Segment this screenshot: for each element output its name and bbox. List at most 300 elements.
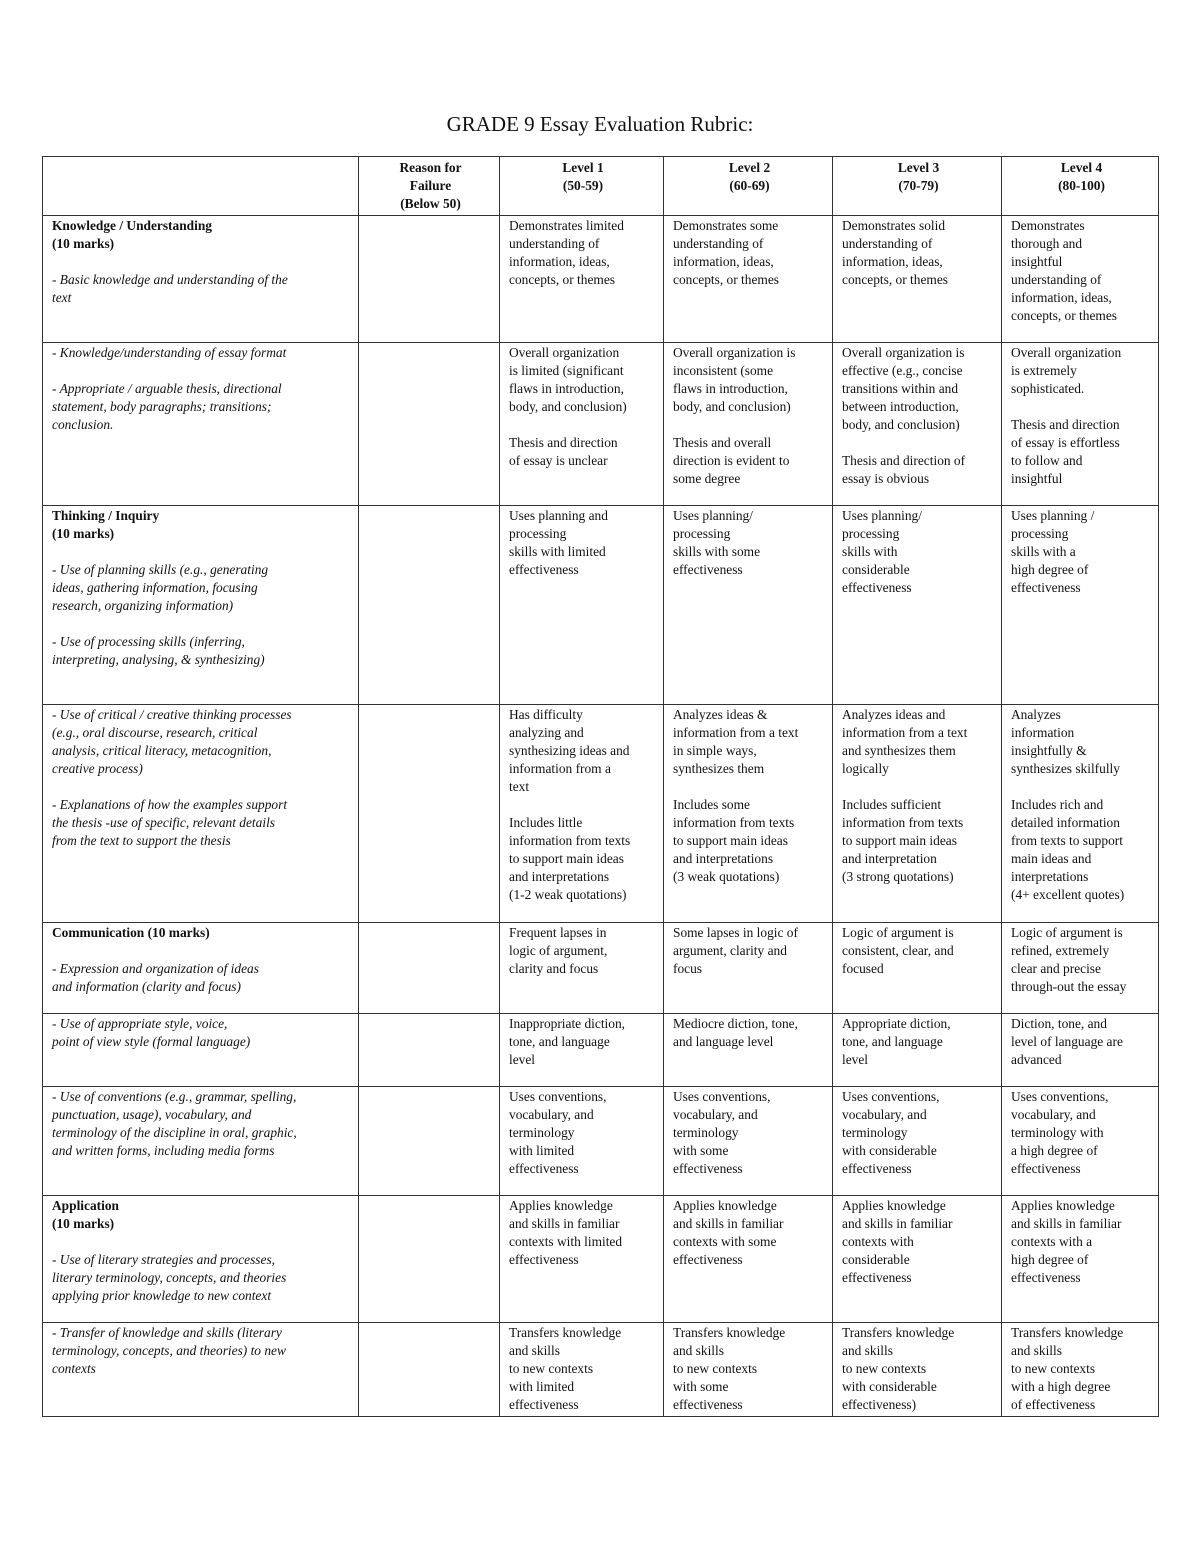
descriptor-text: Transfers knowledge (673, 1325, 786, 1340)
descriptor-text: (4+ excellent quotes) (1011, 887, 1125, 902)
criterion-text: literary terminology, concepts, and theories (52, 1270, 287, 1285)
descriptor-text: information from a text (842, 725, 968, 740)
level-1-cell (500, 1196, 664, 1323)
descriptor-text: effectiveness (842, 580, 912, 595)
descriptor-text: information, ideas, (509, 254, 610, 269)
rubric-row (43, 343, 1159, 506)
descriptor-text: information, ideas, (673, 254, 774, 269)
descriptor-text: Thesis and direction of (842, 453, 966, 468)
descriptor-text: essay is obvious (842, 471, 930, 486)
criteria-cell (43, 506, 359, 705)
descriptor-text: to new contexts (842, 1361, 927, 1376)
criterion-text: creative process) (52, 761, 143, 776)
descriptor-text: inconsistent (some (673, 363, 774, 378)
criteria-cell (43, 216, 359, 343)
descriptor-text: understanding of (1011, 272, 1102, 287)
descriptor-text: is limited (significant (509, 363, 624, 378)
descriptor-text: Has difficulty (509, 707, 583, 722)
paragraph-gap (842, 778, 995, 796)
paragraph-gap (509, 796, 657, 814)
descriptor-text: effective (e.g., concise (842, 363, 963, 378)
descriptor-text: clear and precise (1011, 961, 1101, 976)
descriptor-text: Analyzes ideas & (673, 707, 768, 722)
descriptor-text: vocabulary, and (1011, 1107, 1096, 1122)
descriptor-text: processing (842, 526, 900, 541)
descriptor-text: Uses conventions, (509, 1089, 607, 1104)
level-4-cell (1002, 343, 1159, 506)
rubric-row (43, 1087, 1159, 1196)
descriptor-text: level of language are (1011, 1034, 1123, 1049)
descriptor-text: flaws in introduction, (509, 381, 624, 396)
descriptor-text: high degree of (1011, 1252, 1089, 1267)
descriptor-text: and interpretation (842, 851, 937, 866)
rubric-row (43, 1323, 1159, 1417)
rubric-table (42, 156, 1159, 1417)
descriptor-text: to new contexts (673, 1361, 758, 1376)
descriptor-text: skills with some (673, 544, 761, 559)
criterion-text: interpreting, analysing, & synthesizing) (52, 652, 265, 667)
descriptor-text: level (842, 1052, 869, 1067)
rubric-row (43, 506, 1159, 705)
descriptor-text: Thesis and direction (1011, 417, 1120, 432)
failure-reason-cell (359, 1087, 500, 1196)
descriptor-text: from texts to support (1011, 833, 1123, 848)
descriptor-text: of essay is unclear (509, 453, 608, 468)
descriptor-text: Applies knowledge (509, 1198, 613, 1213)
descriptor-text: Includes some (673, 797, 750, 812)
descriptor-text: effectiveness (842, 1161, 912, 1176)
descriptor-text: level (509, 1052, 536, 1067)
descriptor-text: information (1011, 725, 1075, 740)
descriptor-text: effectiveness (509, 562, 579, 577)
descriptor-text: Appropriate diction, (842, 1016, 951, 1031)
descriptor-text: processing (1011, 526, 1069, 541)
level-1-cell (500, 506, 664, 705)
descriptor-text: understanding of (842, 236, 933, 251)
descriptor-text: body, and conclusion) (842, 417, 960, 432)
descriptor-text: information from texts (673, 815, 795, 830)
header-text: (60-69) (729, 178, 770, 193)
descriptor-text: and skills in familiar (1011, 1216, 1122, 1231)
level-3-cell (833, 343, 1002, 506)
descriptor-text: vocabulary, and (842, 1107, 927, 1122)
descriptor-text: with considerable (842, 1379, 937, 1394)
descriptor-text: logic of argument, (509, 943, 608, 958)
descriptor-text: vocabulary, and (673, 1107, 758, 1122)
descriptor-text: Overall organization is (842, 345, 965, 360)
category-title: Knowledge / Understanding (52, 218, 212, 233)
paragraph-gap (52, 1233, 352, 1251)
criterion-text: the thesis -use of specific, relevant details (52, 815, 275, 830)
descriptor-text: Inappropriate diction, (509, 1016, 626, 1031)
descriptor-text: skills with a (1011, 544, 1076, 559)
descriptor-text: flaws in introduction, (673, 381, 788, 396)
descriptor-text: Uses conventions, (842, 1089, 940, 1104)
level-1-cell (500, 705, 664, 923)
level-3-cell (833, 1323, 1002, 1417)
descriptor-text: analyzing and (509, 725, 584, 740)
descriptor-text: Uses planning/ (673, 508, 753, 523)
descriptor-text: insightful (1011, 254, 1063, 269)
descriptor-text: Includes sufficient (842, 797, 942, 812)
descriptor-text: to follow and (1011, 453, 1083, 468)
level-3-cell (833, 1014, 1002, 1087)
level-1-cell (500, 1323, 664, 1417)
descriptor-text: contexts with (842, 1234, 914, 1249)
descriptor-text: some degree (673, 471, 741, 486)
descriptor-text: Demonstrates solid (842, 218, 946, 233)
descriptor-text: Transfers knowledge (842, 1325, 955, 1340)
level-2-cell (664, 923, 833, 1014)
level-2-cell (664, 1323, 833, 1417)
descriptor-text: processing (673, 526, 731, 541)
criteria-cell (43, 705, 359, 923)
descriptor-text: focused (842, 961, 884, 976)
failure-header (359, 157, 500, 216)
descriptor-text: Demonstrates some (673, 218, 779, 233)
descriptor-text: considerable (842, 562, 910, 577)
paragraph-gap (509, 416, 657, 434)
header-text: Level 3 (897, 160, 940, 175)
descriptor-text: with a high degree (1011, 1379, 1111, 1394)
criteria-header (43, 157, 359, 216)
descriptor-text: Analyzes ideas and (842, 707, 946, 722)
criteria-cell (43, 1014, 359, 1087)
descriptor-text: through-out the essay (1011, 979, 1127, 994)
level-3-cell (833, 1087, 1002, 1196)
level-3-header (833, 157, 1002, 216)
criterion-text: - Use of literary strategies and processes, (52, 1252, 276, 1267)
failure-reason-cell (359, 216, 500, 343)
criterion-text: conclusion. (52, 417, 114, 432)
descriptor-text: and skills (509, 1343, 560, 1358)
category-title: Thinking / Inquiry (52, 508, 160, 523)
descriptor-text: information, ideas, (1011, 290, 1112, 305)
descriptor-text: Includes little (509, 815, 583, 830)
descriptor-text: effectiveness (673, 1161, 743, 1176)
descriptor-text: tone, and language (509, 1034, 610, 1049)
header-text: (Below 50) (400, 196, 461, 211)
level-4-header (1002, 157, 1159, 216)
criterion-text: - Knowledge/understanding of essay format (52, 345, 287, 360)
descriptor-text: Diction, tone, and (1011, 1016, 1107, 1031)
paragraph-gap (52, 253, 352, 271)
criteria-cell (43, 343, 359, 506)
descriptor-text: synthesizes them (673, 761, 765, 776)
descriptor-text: with limited (509, 1143, 575, 1158)
descriptor-text: information from a text (673, 725, 799, 740)
descriptor-text: and skills (1011, 1343, 1062, 1358)
level-1-cell (500, 216, 664, 343)
descriptor-text: and synthesizes them (842, 743, 956, 758)
criterion-text: text (52, 290, 72, 305)
criterion-text: - Explanations of how the examples support (52, 797, 288, 812)
descriptor-text: text (509, 779, 530, 794)
descriptor-text: in simple ways, (673, 743, 757, 758)
descriptor-text: with limited (509, 1379, 575, 1394)
failure-reason-cell (359, 343, 500, 506)
category-title: (10 marks) (52, 526, 115, 541)
descriptor-text: detailed information (1011, 815, 1120, 830)
criterion-text: - Use of processing skills (inferring, (52, 634, 245, 649)
category-title: Application (52, 1198, 119, 1213)
header-text: (50-59) (562, 178, 604, 193)
level-4-cell (1002, 216, 1159, 343)
criterion-text: analysis, critical literacy, metacognition, (52, 743, 272, 758)
paragraph-gap (52, 942, 352, 960)
level-2-header (664, 157, 833, 216)
descriptor-text: effectiveness (509, 1252, 579, 1267)
descriptor-text: Demonstrates limited (509, 218, 624, 233)
descriptor-text: contexts with some (673, 1234, 777, 1249)
header-text: Level 4 (1060, 160, 1103, 175)
descriptor-text: effectiveness (673, 562, 743, 577)
header-row (43, 157, 1159, 216)
failure-reason-cell (359, 1196, 500, 1323)
descriptor-text: Some lapses in logic of (673, 925, 798, 940)
descriptor-text: argument, clarity and (673, 943, 787, 958)
descriptor-text: and skills (673, 1343, 724, 1358)
level-1-cell (500, 1014, 664, 1087)
descriptor-text: and skills (842, 1343, 893, 1358)
descriptor-text: Logic of argument is (1011, 925, 1123, 940)
level-1-header (500, 157, 664, 216)
descriptor-text: of essay is effortless (1011, 435, 1120, 450)
level-1-cell (500, 1087, 664, 1196)
criteria-cell (43, 1323, 359, 1417)
header-text: Failure (409, 178, 452, 193)
descriptor-text: Transfers knowledge (1011, 1325, 1124, 1340)
level-4-cell (1002, 1196, 1159, 1323)
descriptor-text: terminology (842, 1125, 908, 1140)
criterion-text: and information (clarity and focus) (52, 979, 241, 994)
paragraph-gap (1011, 398, 1152, 416)
paragraph-gap (52, 362, 352, 380)
level-2-cell (664, 705, 833, 923)
descriptor-text: refined, extremely (1011, 943, 1110, 958)
criterion-text: applying prior knowledge to new context (52, 1288, 272, 1303)
paragraph-gap (52, 615, 352, 633)
level-2-cell (664, 506, 833, 705)
failure-reason-cell (359, 923, 500, 1014)
criterion-text: - Basic knowledge and understanding of the (52, 272, 288, 287)
descriptor-text: interpretations (1011, 869, 1089, 884)
descriptor-text: understanding of (509, 236, 600, 251)
descriptor-text: terminology with (1011, 1125, 1104, 1140)
descriptor-text: synthesizes skilfully (1011, 761, 1120, 776)
failure-reason-cell (359, 506, 500, 705)
descriptor-text: Transfers knowledge (509, 1325, 622, 1340)
descriptor-text: (1-2 weak quotations) (509, 887, 627, 902)
descriptor-text: with some (673, 1379, 729, 1394)
descriptor-text: to support main ideas (673, 833, 788, 848)
descriptor-text: advanced (1011, 1052, 1062, 1067)
descriptor-text: Frequent lapses in (509, 925, 607, 940)
descriptor-text: effectiveness (1011, 580, 1081, 595)
level-2-cell (664, 1014, 833, 1087)
descriptor-text: body, and conclusion) (673, 399, 791, 414)
descriptor-text: (3 weak quotations) (673, 869, 780, 884)
descriptor-text: Overall organization (509, 345, 620, 360)
descriptor-text: tone, and language (842, 1034, 943, 1049)
descriptor-text: considerable (842, 1252, 910, 1267)
descriptor-text: Applies knowledge (1011, 1198, 1115, 1213)
descriptor-text: with some (673, 1143, 729, 1158)
descriptor-text: is extremely (1011, 363, 1077, 378)
descriptor-text: contexts with limited (509, 1234, 623, 1249)
descriptor-text: processing (509, 526, 567, 541)
criterion-text: terminology of the discipline in oral, graphic, (52, 1125, 297, 1140)
descriptor-text: terminology (509, 1125, 575, 1140)
level-4-cell (1002, 1323, 1159, 1417)
criterion-text: - Use of conventions (e.g., grammar, spelling, (52, 1089, 297, 1104)
descriptor-text: with considerable (842, 1143, 937, 1158)
failure-reason-cell (359, 1014, 500, 1087)
descriptor-text: effectiveness (842, 1270, 912, 1285)
paragraph-gap (52, 543, 352, 561)
level-3-cell (833, 506, 1002, 705)
header-text: Level 1 (562, 160, 604, 175)
descriptor-text: to new contexts (1011, 1361, 1096, 1376)
descriptor-text: insightful (1011, 471, 1063, 486)
descriptor-text: effectiveness (509, 1397, 579, 1412)
descriptor-text: synthesizing ideas and (509, 743, 630, 758)
paragraph-gap (52, 778, 352, 796)
descriptor-text: effectiveness (673, 1252, 743, 1267)
descriptor-text: and interpretations (509, 869, 610, 884)
level-3-cell (833, 1196, 1002, 1323)
level-1-cell (500, 923, 664, 1014)
descriptor-text: Applies knowledge (842, 1198, 946, 1213)
descriptor-text: effectiveness (673, 1397, 743, 1412)
descriptor-text: concepts, or themes (673, 272, 779, 287)
level-4-cell (1002, 1087, 1159, 1196)
descriptor-text: information from texts (509, 833, 631, 848)
descriptor-text: information, ideas, (842, 254, 943, 269)
descriptor-text: effectiveness (509, 1161, 579, 1176)
criterion-text: contexts (52, 1361, 96, 1376)
descriptor-text: concepts, or themes (1011, 308, 1117, 323)
descriptor-text: and language level (673, 1034, 774, 1049)
descriptor-text: focus (673, 961, 703, 976)
level-2-cell (664, 216, 833, 343)
descriptor-text: terminology (673, 1125, 739, 1140)
descriptor-text: Applies knowledge (673, 1198, 777, 1213)
descriptor-text: and skills in familiar (673, 1216, 784, 1231)
descriptor-text: skills with (842, 544, 898, 559)
descriptor-text: information from a (509, 761, 611, 776)
header-text: Level 2 (728, 160, 771, 175)
paragraph-gap (673, 416, 826, 434)
descriptor-text: direction is evident to (673, 453, 790, 468)
descriptor-text: and skills in familiar (509, 1216, 620, 1231)
rubric-row (43, 216, 1159, 343)
page-title: GRADE 9 Essay Evaluation Rubric: (446, 112, 754, 136)
descriptor-text: body, and conclusion) (509, 399, 627, 414)
criterion-text: ideas, gathering information, focusing (52, 580, 258, 595)
rubric-row (43, 1014, 1159, 1087)
criterion-text: - Appropriate / arguable thesis, directional (52, 381, 282, 396)
descriptor-text: effectiveness (1011, 1161, 1081, 1176)
level-2-cell (664, 343, 833, 506)
criteria-cell (43, 923, 359, 1014)
descriptor-text: Uses planning and (509, 508, 608, 523)
descriptor-text: skills with limited (509, 544, 606, 559)
descriptor-text: vocabulary, and (509, 1107, 594, 1122)
criterion-text: point of view style (formal language) (52, 1034, 251, 1049)
criterion-text: (e.g., oral discourse, research, critical (52, 725, 258, 740)
descriptor-text: Thesis and direction (509, 435, 618, 450)
criteria-cell (43, 1196, 359, 1323)
rubric-row (43, 1196, 1159, 1323)
descriptor-text: main ideas and (1011, 851, 1092, 866)
descriptor-text: effectiveness) (842, 1397, 917, 1412)
descriptor-text: Demonstrates (1011, 218, 1085, 233)
descriptor-text: Analyzes (1011, 707, 1061, 722)
criterion-text: - Use of critical / creative thinking processes (52, 707, 292, 722)
descriptor-text: to support main ideas (842, 833, 957, 848)
descriptor-text: Thesis and overall (673, 435, 772, 450)
descriptor-text: (3 strong quotations) (842, 869, 954, 884)
criterion-text: statement, body paragraphs; transitions; (52, 399, 272, 414)
header-text: (80-100) (1058, 178, 1105, 193)
level-3-cell (833, 923, 1002, 1014)
header-text: Reason for (399, 160, 462, 175)
descriptor-text: logically (842, 761, 889, 776)
descriptor-text: understanding of (673, 236, 764, 251)
criterion-text: terminology, concepts, and theories) to new (52, 1343, 286, 1358)
criterion-text: - Expression and organization of ideas (52, 961, 259, 976)
paragraph-gap (673, 778, 826, 796)
criterion-text: - Use of appropriate style, voice, (52, 1016, 228, 1031)
descriptor-text: Uses conventions, (673, 1089, 771, 1104)
level-3-cell (833, 216, 1002, 343)
descriptor-text: concepts, or themes (509, 272, 615, 287)
descriptor-text: Uses conventions, (1011, 1089, 1109, 1104)
criterion-text: from the text to support the thesis (52, 833, 231, 848)
descriptor-text: to new contexts (509, 1361, 594, 1376)
descriptor-text: high degree of (1011, 562, 1089, 577)
descriptor-text: transitions within and (842, 381, 959, 396)
level-4-cell (1002, 705, 1159, 923)
paragraph-gap (842, 434, 995, 452)
paragraph-gap (1011, 778, 1152, 796)
descriptor-text: Logic of argument is (842, 925, 954, 940)
category-title: Communication (10 marks) (52, 925, 210, 940)
level-4-cell (1002, 1014, 1159, 1087)
failure-reason-cell (359, 705, 500, 923)
descriptor-text: contexts with a (1011, 1234, 1093, 1249)
descriptor-text: to support main ideas (509, 851, 624, 866)
descriptor-text: consistent, clear, and (842, 943, 954, 958)
failure-reason-cell (359, 1323, 500, 1417)
descriptor-text: sophisticated. (1011, 381, 1085, 396)
descriptor-text: clarity and focus (509, 961, 599, 976)
rubric-row (43, 705, 1159, 923)
descriptor-text: and interpretations (673, 851, 774, 866)
descriptor-text: insightfully & (1011, 743, 1087, 758)
category-title: (10 marks) (52, 236, 115, 251)
category-title: (10 marks) (52, 1216, 115, 1231)
descriptor-text: of effectiveness (1011, 1397, 1096, 1412)
rubric-row (43, 923, 1159, 1014)
descriptor-text: Overall organization (1011, 345, 1122, 360)
descriptor-text: concepts, or themes (842, 272, 948, 287)
criterion-text: - Transfer of knowledge and skills (literary (52, 1325, 282, 1340)
criterion-text: punctuation, usage), vocabulary, and (52, 1107, 252, 1122)
descriptor-text: a high degree of (1011, 1143, 1098, 1158)
descriptor-text: Overall organization is (673, 345, 796, 360)
